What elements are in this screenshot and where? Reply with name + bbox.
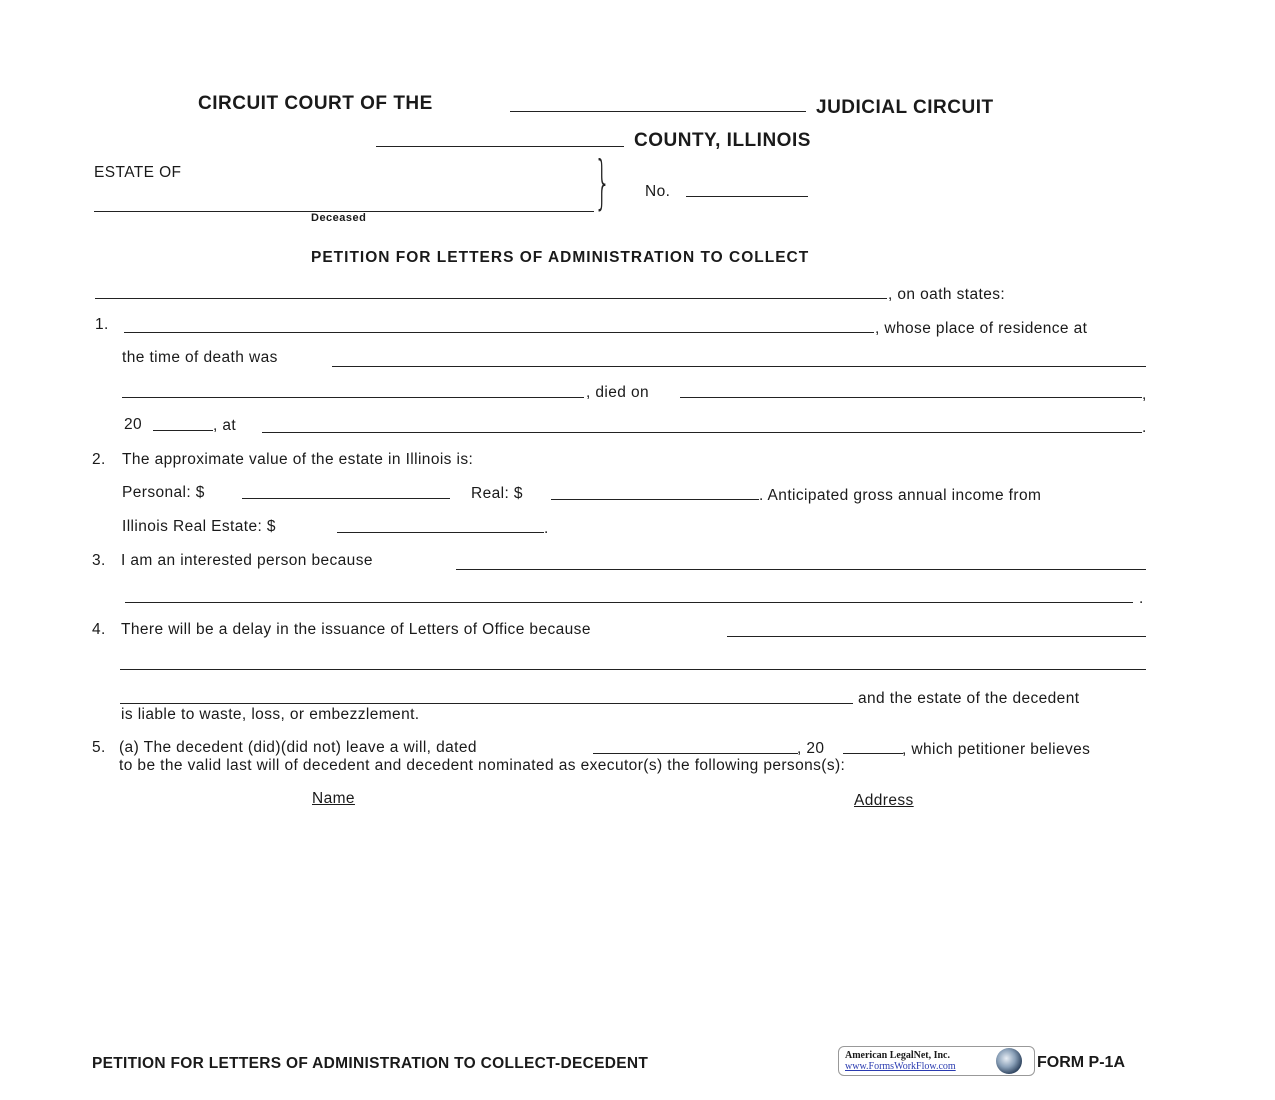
real-label: Real: $ (471, 485, 523, 502)
period: . (1142, 419, 1147, 436)
item2-number: 2. (92, 451, 106, 468)
personal-label: Personal: $ (122, 484, 205, 501)
time-of-death-text: the time of death was (122, 349, 278, 366)
court-prefix: CIRCUIT COURT OF THE (198, 93, 433, 114)
residence-text: , whose place of residence at (875, 320, 1088, 337)
estate-text: and the estate of the decedent (858, 690, 1080, 707)
interest-reason-field[interactable] (456, 569, 1146, 570)
judicial-circuit-field[interactable] (510, 111, 806, 112)
county-suffix: COUNTY, ILLINOIS (634, 130, 811, 151)
death-date-field[interactable] (680, 397, 1142, 398)
comma: , (1142, 386, 1147, 403)
period: . (1139, 590, 1144, 607)
publisher-logo (838, 1046, 1035, 1076)
death-place-field[interactable] (262, 432, 1142, 433)
item5-text: (a) The decedent (did)(did not) leave a will, dated (119, 739, 477, 756)
year-prefix: 20 (124, 416, 143, 433)
case-no-field[interactable] (686, 196, 808, 197)
residence-cont-field[interactable] (122, 397, 584, 398)
interest-reason-cont-field[interactable] (125, 602, 1133, 603)
delay-reason-cont-field[interactable] (120, 669, 1146, 670)
item2-text: The approximate value of the estate in Illinois is: (122, 451, 474, 468)
period: . (544, 520, 549, 537)
real-estate-label: Illinois Real Estate: $ (122, 518, 276, 535)
will-continuation-text: to be the valid last will of decedent and decedent nominated as executor(s) the following persons(s): (119, 757, 846, 774)
personal-value-field[interactable] (242, 498, 450, 499)
item3-text: I am an interested person because (121, 552, 373, 569)
will-year-prefix: , 20 (797, 740, 825, 757)
believes-text: , which petitioner believes (902, 741, 1091, 758)
real-value-field[interactable] (551, 499, 759, 500)
form-id: FORM P-1A (1037, 1054, 1125, 1071)
will-year-field[interactable] (843, 753, 903, 754)
item5-number: 5. (92, 739, 106, 756)
residence-field[interactable] (332, 366, 1146, 367)
item3-number: 3. (92, 552, 106, 569)
item4-text: There will be a delay in the issuance of Letters of Office because (121, 621, 591, 638)
income-text: . Anticipated gross annual income from (759, 487, 1042, 504)
publisher-link[interactable]: www.FormsWorkFlow.com (845, 1061, 956, 1072)
at-label: , at (213, 417, 237, 434)
income-value-field[interactable] (337, 532, 544, 533)
delay-reason-cont2-field[interactable] (120, 703, 853, 704)
publisher-name: American LegalNet, Inc. (845, 1050, 950, 1061)
footer-title: PETITION FOR LETTERS OF ADMINISTRATION TO COLLECT-DECEDENT (92, 1055, 649, 1072)
delay-reason-field[interactable] (727, 636, 1146, 637)
death-year-field[interactable] (153, 430, 213, 431)
item4-number: 4. (92, 621, 106, 638)
item1-number: 1. (95, 316, 109, 333)
column-header-name: Name (312, 790, 355, 807)
on-oath-text: , on oath states: (888, 286, 1006, 303)
died-on-text: , died on (586, 384, 650, 401)
deceased-label: Deceased (311, 212, 367, 224)
will-date-field[interactable] (593, 753, 798, 754)
column-header-address: Address (854, 792, 914, 809)
caption-brace: } (594, 148, 611, 216)
estate-of-label: ESTATE OF (94, 164, 182, 181)
petitioner-name-field[interactable] (95, 298, 887, 299)
liable-text: is liable to waste, loss, or embezzlement. (121, 706, 420, 723)
petition-title: PETITION FOR LETTERS OF ADMINISTRATION TO COLLECT (311, 249, 810, 266)
decedent-field[interactable] (124, 332, 874, 333)
case-no-label: No. (645, 183, 671, 200)
county-field[interactable] (376, 146, 624, 147)
court-suffix: JUDICIAL CIRCUIT (816, 97, 994, 118)
globe-icon (996, 1048, 1022, 1074)
